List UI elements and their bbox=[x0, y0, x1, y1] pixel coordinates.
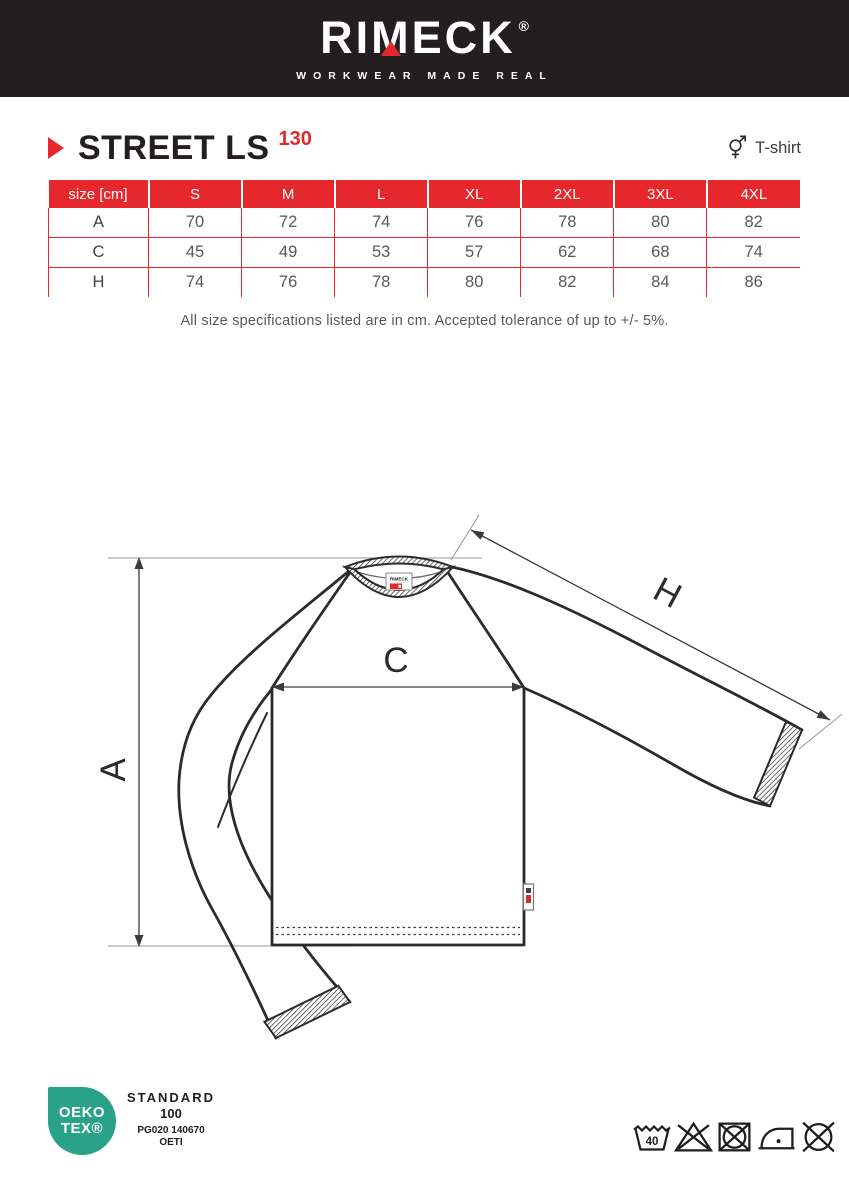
tshirt-measurement-diagram bbox=[0, 505, 849, 1085]
col-header-xl: XL bbox=[428, 180, 521, 208]
right-sleeve-bottom-edge bbox=[524, 688, 770, 806]
cell-value: 45 bbox=[149, 238, 242, 268]
size-table-header bbox=[49, 180, 801, 208]
table-row-c bbox=[49, 238, 801, 268]
row-label: C bbox=[49, 238, 149, 268]
brand-header bbox=[0, 0, 849, 97]
cell-value: 84 bbox=[614, 267, 707, 297]
do-not-bleach-icon bbox=[674, 1119, 713, 1156]
category-label: T-shirt bbox=[755, 138, 801, 157]
oeko-tex-logo bbox=[48, 1087, 116, 1155]
brand-tagline: WORKWEAR MADE REAL bbox=[296, 70, 553, 82]
rimeck-logo bbox=[320, 12, 529, 63]
cell-value: 78 bbox=[521, 208, 614, 238]
side-tag-mark-dark bbox=[526, 888, 531, 893]
svg-text:40: 40 bbox=[645, 1136, 659, 1148]
dim-c-label: C bbox=[383, 641, 409, 680]
certifying-institute: OETI bbox=[159, 1137, 183, 1148]
dim-a-label: A bbox=[94, 758, 133, 782]
cell-value: 70 bbox=[149, 208, 242, 238]
table-row-a bbox=[49, 208, 801, 238]
product-category bbox=[726, 135, 801, 162]
neck-label-size-mark bbox=[399, 585, 402, 588]
cell-value: 57 bbox=[428, 238, 521, 268]
standard-number: 100 bbox=[160, 1106, 182, 1121]
row-label: H bbox=[49, 267, 149, 297]
col-header-3xl: 3XL bbox=[614, 180, 707, 208]
cell-value: 72 bbox=[242, 208, 335, 238]
unisex-gender-icon bbox=[726, 135, 748, 162]
logo-text-eck: ECK bbox=[411, 12, 516, 63]
standard-word: STANDARD bbox=[127, 1090, 215, 1105]
cell-value: 80 bbox=[428, 267, 521, 297]
left-sleeve-crease bbox=[218, 713, 267, 827]
dim-a-arrow-top bbox=[135, 557, 144, 569]
registered-mark: ® bbox=[518, 18, 529, 34]
logo-text-ri: RI bbox=[320, 12, 372, 63]
do-not-dry-clean-icon bbox=[799, 1119, 838, 1156]
body-panel bbox=[272, 570, 534, 945]
dim-a-arrow-bottom bbox=[135, 935, 144, 947]
cell-value: 78 bbox=[335, 267, 428, 297]
wash-40-icon bbox=[632, 1119, 672, 1156]
col-header-m: M bbox=[242, 180, 335, 208]
col-header-size: size [cm] bbox=[49, 180, 149, 208]
cell-value: 76 bbox=[428, 208, 521, 238]
dim-h-label: H bbox=[647, 569, 688, 616]
cell-value: 68 bbox=[614, 238, 707, 268]
do-not-tumble-dry-icon bbox=[715, 1119, 754, 1156]
cell-value: 74 bbox=[707, 238, 800, 268]
tex-text: TEX® bbox=[60, 1120, 104, 1137]
size-table bbox=[48, 180, 800, 297]
neck-label-brand: RIMECK bbox=[389, 576, 409, 582]
cell-value: 82 bbox=[521, 267, 614, 297]
title-arrow-icon bbox=[48, 137, 64, 159]
row-label: A bbox=[49, 208, 149, 238]
care-symbols bbox=[632, 1119, 838, 1156]
extension-line-sleeve-start bbox=[451, 515, 479, 560]
cell-value: 74 bbox=[149, 267, 242, 297]
table-row-h bbox=[49, 267, 801, 297]
oeko-standard-block bbox=[118, 1090, 224, 1148]
right-cuff-rib bbox=[754, 722, 802, 806]
left-cuff-rib bbox=[264, 986, 350, 1038]
cell-value: 74 bbox=[335, 208, 428, 238]
cell-value: 82 bbox=[744, 213, 763, 231]
product-name: STREET LS bbox=[78, 128, 270, 167]
cell-value: 62 bbox=[521, 238, 614, 268]
oeko-text: OEKO bbox=[58, 1104, 106, 1122]
side-tag-mark-red bbox=[526, 895, 531, 903]
cell-value: 76 bbox=[242, 267, 335, 297]
size-tolerance-note: All size specifications listed are in cm. Accepted tolerance of up to +/- 5%. bbox=[180, 313, 669, 329]
col-header-2xl: 2XL bbox=[521, 180, 614, 208]
logo-letter-m: M bbox=[371, 12, 412, 63]
cell-value: 49 bbox=[242, 238, 335, 268]
iron-low-icon bbox=[756, 1119, 797, 1156]
col-header-l: L bbox=[335, 180, 428, 208]
cell-value: 86 bbox=[707, 267, 800, 297]
col-header-s: S bbox=[149, 180, 242, 208]
extension-line-sleeve-end bbox=[799, 714, 842, 749]
dim-h-arrow-end bbox=[817, 710, 831, 720]
cell-value: 80 bbox=[614, 208, 707, 238]
product-title-row bbox=[48, 127, 801, 169]
dimension-a bbox=[94, 557, 144, 947]
certificate-code: PG020 140670 bbox=[137, 1125, 205, 1136]
dim-h-arrow-start bbox=[471, 530, 485, 540]
col-header-4xl: 4XL bbox=[707, 180, 800, 208]
body-fill bbox=[272, 570, 524, 945]
cell-value: 53 bbox=[335, 238, 428, 268]
logo-red-triangle-icon bbox=[381, 41, 401, 56]
product-code: 130 bbox=[278, 127, 312, 150]
